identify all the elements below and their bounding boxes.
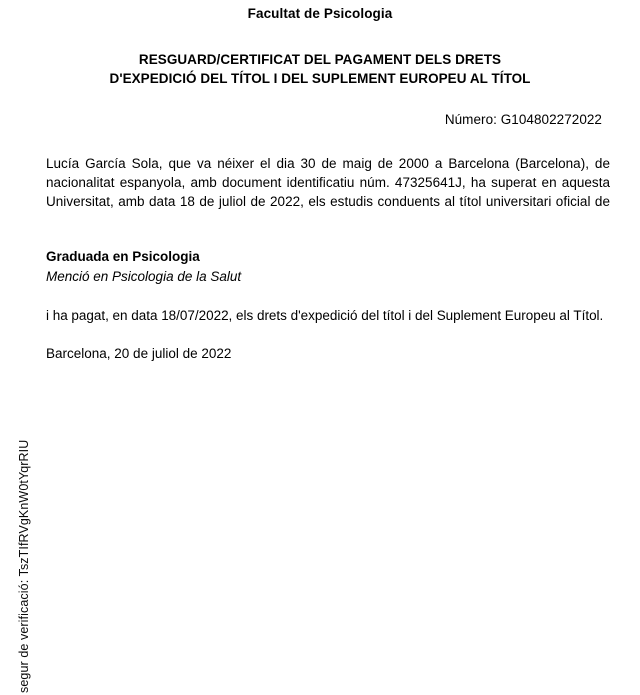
verification-margin-strip bbox=[0, 0, 34, 693]
degree-mention: Menció en Psicologia de la Salut bbox=[46, 268, 242, 284]
document-title bbox=[0, 50, 640, 88]
document-title-line-1: RESGUARD/CERTIFICAT DEL PAGAMENT DELS DRETS bbox=[138, 52, 502, 67]
verification-code-text: segur de verificació: TszTIfRVgKnW0tYqrRIU bbox=[17, 439, 31, 693]
document-title-line-2: D'EXPEDICIÓ DEL TÍTOL I DEL SUPLEMENT EUROPEU AL TÍTOL bbox=[109, 71, 531, 86]
student-statement-paragraph: Lucía García Sola, que va néixer el dia 30 de maig de 2000 a Barcelona (Barcelona), de nacionalitat espanyola, amb document identificatiu núm. 47325641J, ha superat en aquesta Universitat, amb data 18 de juliol de 2022, els estudis conduents al títol universitari oficial de bbox=[46, 156, 610, 210]
place-and-date: Barcelona, 20 de juliol de 2022 bbox=[46, 346, 232, 362]
faculty-heading: Facultat de Psicologia bbox=[247, 6, 393, 21]
document-body bbox=[46, 154, 610, 363]
payment-statement-paragraph: i ha pagat, en data 18/07/2022, els drets d'expedició del títol i del Suplement Europeu al Títol. bbox=[46, 307, 604, 323]
degree-title: Graduada en Psicologia bbox=[46, 248, 200, 264]
document-number: Número: G104802272022 bbox=[444, 112, 602, 127]
